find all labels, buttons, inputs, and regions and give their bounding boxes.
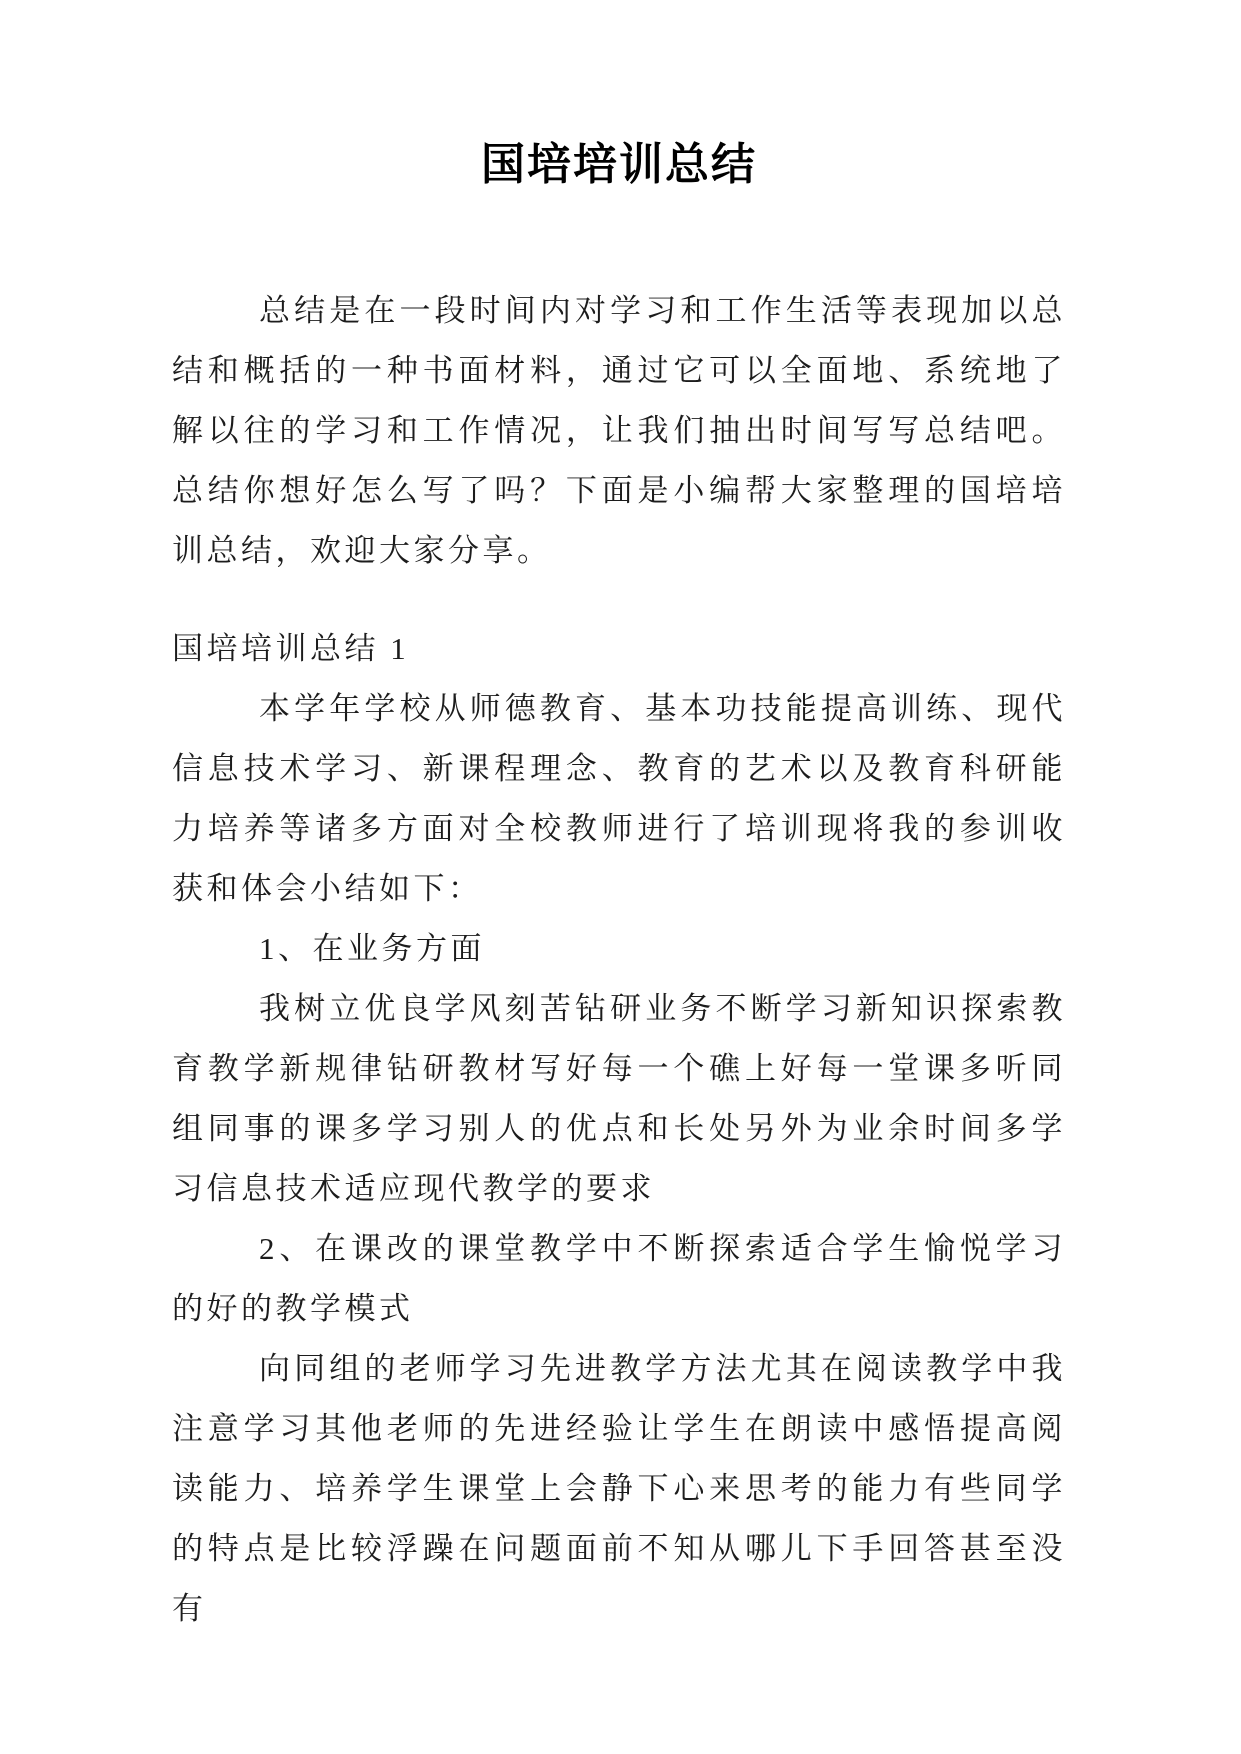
section-1-item-1-paragraph: 我树立优良学风刻苦钻研业务不断学习新知识探索教育教学新规律钻研教材写好每一个礁上好每一堂课多听同组同事的课多学习别人的优点和长处另外为业余时间多学习信息技术适应现代教学的要求 bbox=[172, 991, 1066, 1206]
section-1-heading: 国培培训总结 1 bbox=[172, 631, 410, 666]
section-1-item-2-heading: 2、在课改的课堂教学中不断探索适合学生愉悦学习的好的教学模式 bbox=[172, 1231, 1066, 1326]
section-1-paragraph-overview: 本学年学校从师德教育、基本功技能提高训练、现代信息技术学习、新课程理念、教育的艺术以及教育科研能力培养等诸多方面对全校教师进行了培训现将我的参训收获和体会小结如下： bbox=[172, 691, 1066, 906]
document-title: 国培培训总结 bbox=[481, 140, 757, 189]
section-1-item-2-paragraph: 向同组的老师学习先进教学方法尤其在阅读教学中我注意学习其他老师的先进经验让学生在朗读中感悟提高阅读能力、培养学生课堂上会静下心来思考的能力有些同学的特点是比较浮躁在问题面前不知从哪儿下手回答甚至没有 bbox=[172, 1351, 1066, 1626]
intro-paragraph: 总结是在一段时间内对学习和工作生活等表现加以总结和概括的一种书面材料，通过它可以全面地、系统地了解以往的学习和工作情况，让我们抽出时间写写总结吧。总结你想好怎么写了吗？下面是小编帮大家整理的国培培训总结，欢迎大家分享。 bbox=[172, 293, 1066, 568]
section-1-item-1-heading: 1、在业务方面 bbox=[259, 931, 485, 966]
